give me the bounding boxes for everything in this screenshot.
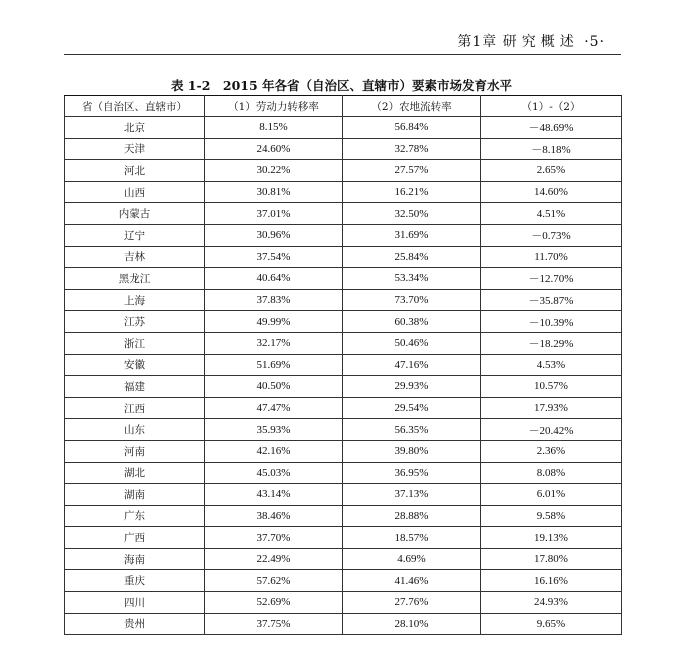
cell-province: 重庆	[65, 570, 205, 592]
cell-labor-transfer: 42.16%	[205, 440, 343, 462]
cell-labor-transfer: 47.47%	[205, 397, 343, 419]
cell-province: 河北	[65, 160, 205, 182]
table-row	[65, 419, 622, 441]
data-table	[64, 95, 622, 635]
cell-land-transfer: 29.93%	[343, 376, 481, 398]
cell-labor-transfer: 8.15%	[205, 117, 343, 139]
cell-province: 黑龙江	[65, 268, 205, 290]
table-row	[65, 613, 622, 635]
cell-difference: 16.16%	[481, 570, 622, 592]
cell-province: 河南	[65, 440, 205, 462]
cell-difference: －0.73%	[481, 224, 622, 246]
chapter-number: 第1章	[457, 34, 498, 50]
cell-difference: 14.60%	[481, 181, 622, 203]
cell-labor-transfer: 52.69%	[205, 592, 343, 614]
page-number: ·5·	[584, 34, 605, 50]
cell-province: 吉林	[65, 246, 205, 268]
table-row	[65, 224, 622, 246]
cell-labor-transfer: 45.03%	[205, 462, 343, 484]
cell-difference: －12.70%	[481, 268, 622, 290]
cell-difference: 9.58%	[481, 505, 622, 527]
table-row	[65, 462, 622, 484]
cell-labor-transfer: 37.70%	[205, 527, 343, 549]
cell-province: 内蒙古	[65, 203, 205, 225]
table-row	[65, 354, 622, 376]
table-header	[65, 96, 622, 117]
table-row	[65, 527, 622, 549]
cell-province: 贵州	[65, 613, 205, 635]
cell-province: 广东	[65, 505, 205, 527]
cell-land-transfer: 18.57%	[343, 527, 481, 549]
table-row	[65, 397, 622, 419]
cell-difference: 19.13%	[481, 527, 622, 549]
cell-land-transfer: 28.88%	[343, 505, 481, 527]
cell-land-transfer: 50.46%	[343, 332, 481, 354]
cell-difference: 2.65%	[481, 160, 622, 182]
cell-difference: －48.69%	[481, 117, 622, 139]
cell-province: 安徽	[65, 354, 205, 376]
table-row	[65, 570, 622, 592]
cell-land-transfer: 31.69%	[343, 224, 481, 246]
table-row	[65, 440, 622, 462]
cell-labor-transfer: 30.22%	[205, 160, 343, 182]
table-row	[65, 548, 622, 570]
cell-land-transfer: 36.95%	[343, 462, 481, 484]
header-row	[65, 96, 622, 117]
cell-province: 广西	[65, 527, 205, 549]
column-header-land-transfer: （2）农地流转率	[343, 96, 481, 117]
table-row	[65, 311, 622, 333]
table-row	[65, 268, 622, 290]
table-row	[65, 592, 622, 614]
cell-difference: －20.42%	[481, 419, 622, 441]
table-caption: 表 1-2 2015 年各省（自治区、直辖市）要素市场发育水平	[170, 78, 513, 93]
cell-land-transfer: 32.78%	[343, 138, 481, 160]
cell-land-transfer: 25.84%	[343, 246, 481, 268]
cell-difference: 8.08%	[481, 462, 622, 484]
column-header-province: 省（自治区、直辖市）	[65, 96, 205, 117]
cell-difference: 24.93%	[481, 592, 622, 614]
cell-difference: 4.53%	[481, 354, 622, 376]
column-header-difference: （1）-（2）	[481, 96, 622, 117]
cell-land-transfer: 16.21%	[343, 181, 481, 203]
table-row	[65, 246, 622, 268]
cell-difference: 9.65%	[481, 613, 622, 635]
table-body	[65, 117, 622, 635]
cell-labor-transfer: 35.93%	[205, 419, 343, 441]
cell-province: 山西	[65, 181, 205, 203]
cell-province: 湖北	[65, 462, 205, 484]
cell-province: 浙江	[65, 332, 205, 354]
cell-difference: 2.36%	[481, 440, 622, 462]
chapter-title: 研究概述	[502, 34, 579, 50]
cell-land-transfer: 53.34%	[343, 268, 481, 290]
table-row	[65, 505, 622, 527]
cell-labor-transfer: 30.96%	[205, 224, 343, 246]
table-row	[65, 376, 622, 398]
table-row	[65, 138, 622, 160]
cell-province: 北京	[65, 117, 205, 139]
cell-labor-transfer: 37.83%	[205, 289, 343, 311]
cell-difference: 17.80%	[481, 548, 622, 570]
cell-land-transfer: 32.50%	[343, 203, 481, 225]
running-header	[457, 31, 605, 51]
cell-labor-transfer: 37.54%	[205, 246, 343, 268]
cell-difference: －35.87%	[481, 289, 622, 311]
cell-land-transfer: 37.13%	[343, 484, 481, 506]
cell-land-transfer: 41.46%	[343, 570, 481, 592]
cell-labor-transfer: 38.46%	[205, 505, 343, 527]
cell-land-transfer: 73.70%	[343, 289, 481, 311]
cell-labor-transfer: 22.49%	[205, 548, 343, 570]
cell-province: 山东	[65, 419, 205, 441]
column-header-labor-transfer: （1）劳动力转移率	[205, 96, 343, 117]
cell-difference: 11.70%	[481, 246, 622, 268]
cell-province: 上海	[65, 289, 205, 311]
cell-difference: 4.51%	[481, 203, 622, 225]
table-row	[65, 289, 622, 311]
cell-labor-transfer: 24.60%	[205, 138, 343, 160]
cell-labor-transfer: 40.50%	[205, 376, 343, 398]
cell-labor-transfer: 57.62%	[205, 570, 343, 592]
cell-labor-transfer: 43.14%	[205, 484, 343, 506]
cell-land-transfer: 39.80%	[343, 440, 481, 462]
cell-difference: 10.57%	[481, 376, 622, 398]
cell-land-transfer: 47.16%	[343, 354, 481, 376]
cell-labor-transfer: 37.01%	[205, 203, 343, 225]
cell-labor-transfer: 37.75%	[205, 613, 343, 635]
cell-land-transfer: 60.38%	[343, 311, 481, 333]
cell-land-transfer: 28.10%	[343, 613, 481, 635]
cell-province: 四川	[65, 592, 205, 614]
table-row	[65, 332, 622, 354]
cell-province: 天津	[65, 138, 205, 160]
cell-land-transfer: 56.35%	[343, 419, 481, 441]
cell-labor-transfer: 40.64%	[205, 268, 343, 290]
cell-province: 辽宁	[65, 224, 205, 246]
cell-land-transfer: 4.69%	[343, 548, 481, 570]
table-row	[65, 117, 622, 139]
cell-province: 江苏	[65, 311, 205, 333]
cell-land-transfer: 29.54%	[343, 397, 481, 419]
cell-difference: －18.29%	[481, 332, 622, 354]
cell-province: 福建	[65, 376, 205, 398]
cell-labor-transfer: 49.99%	[205, 311, 343, 333]
cell-labor-transfer: 51.69%	[205, 354, 343, 376]
cell-province: 江西	[65, 397, 205, 419]
cell-land-transfer: 56.84%	[343, 117, 481, 139]
table-row	[65, 203, 622, 225]
cell-land-transfer: 27.57%	[343, 160, 481, 182]
cell-labor-transfer: 30.81%	[205, 181, 343, 203]
table-row	[65, 484, 622, 506]
cell-province: 湖南	[65, 484, 205, 506]
header-rule	[64, 54, 621, 55]
cell-difference: 17.93%	[481, 397, 622, 419]
cell-difference: －10.39%	[481, 311, 622, 333]
cell-province: 海南	[65, 548, 205, 570]
table-row	[65, 181, 622, 203]
cell-difference: 6.01%	[481, 484, 622, 506]
cell-difference: －8.18%	[481, 138, 622, 160]
table-row	[65, 160, 622, 182]
cell-land-transfer: 27.76%	[343, 592, 481, 614]
cell-labor-transfer: 32.17%	[205, 332, 343, 354]
